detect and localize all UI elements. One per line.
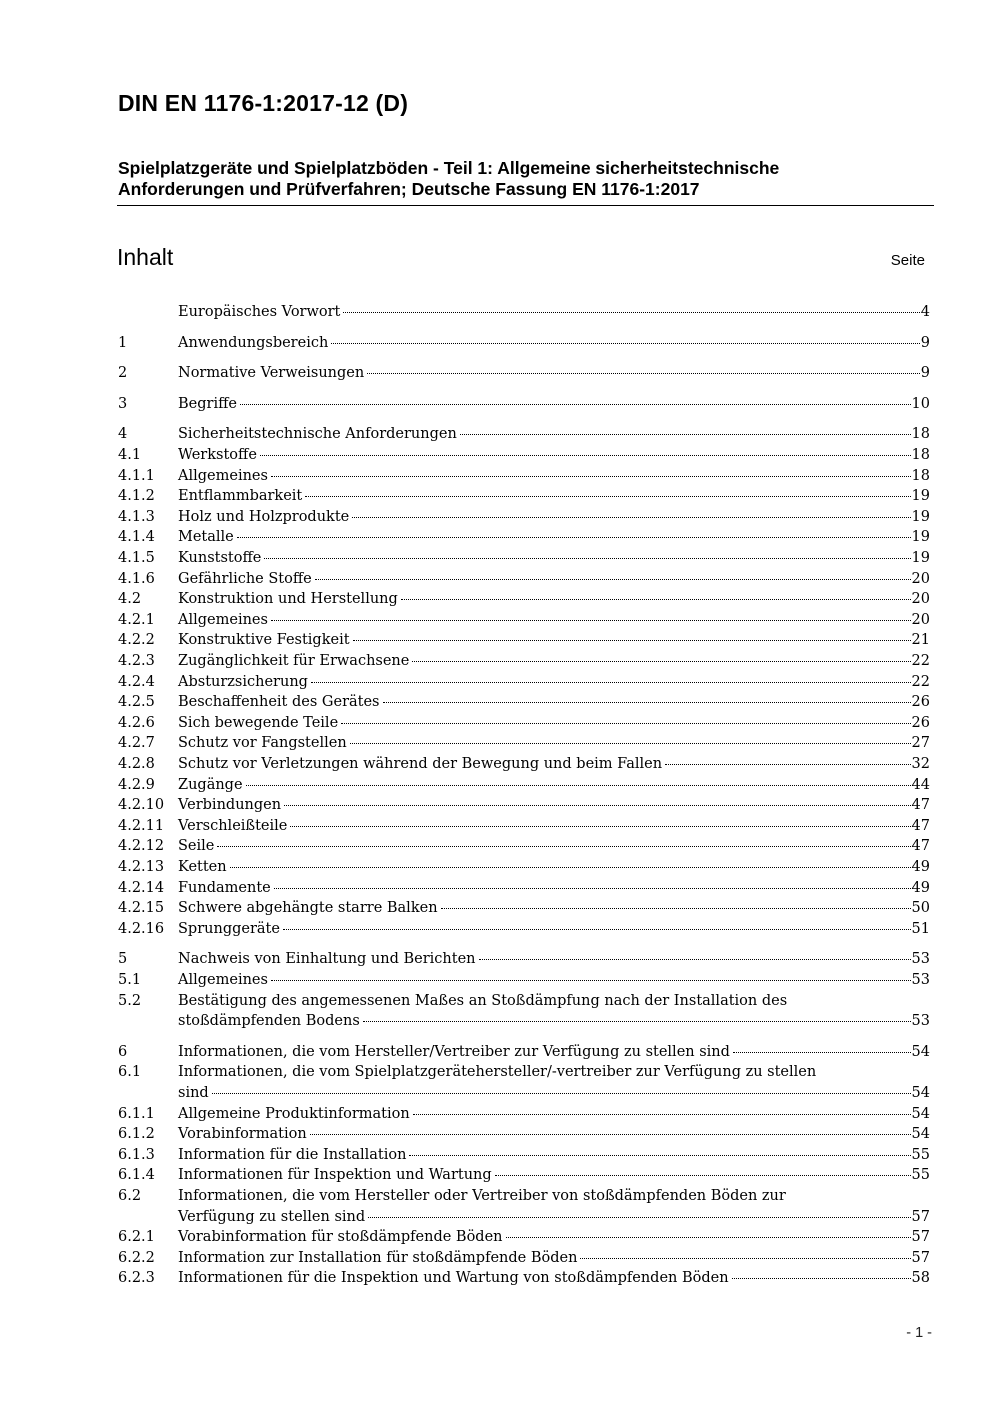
toc-entry-number: 4.2.1 xyxy=(118,611,155,628)
toc-entry[interactable] xyxy=(118,754,930,775)
toc-entry-number: 6.1.3 xyxy=(118,1146,155,1163)
toc-dot-leader xyxy=(271,620,911,621)
toc-entry-page: 26 xyxy=(911,694,930,711)
toc-entry-page: 54 xyxy=(911,1043,930,1060)
toc-entry-number: 5.1 xyxy=(118,972,142,988)
toc-entry-number: 4.1.3 xyxy=(118,508,155,525)
toc-entry[interactable] xyxy=(118,589,930,610)
toc-entry-page: 26 xyxy=(911,714,930,731)
toc-entry-page: 18 xyxy=(911,467,930,484)
toc-entry-number: 4.2.8 xyxy=(118,756,155,772)
toc-entry-title: stoßdämpfenden Bodens xyxy=(178,1013,360,1030)
toc-entry-page: 22 xyxy=(911,673,930,690)
toc-entry[interactable] xyxy=(118,466,930,487)
toc-entry-page: 54 xyxy=(911,1084,930,1101)
toc-entry-number: 4.2.9 xyxy=(118,776,155,793)
toc-entry-title: Holz und Holzprodukte xyxy=(178,508,350,525)
toc-entry-number: 5 xyxy=(118,951,128,968)
toc-dot-leader xyxy=(733,1052,911,1053)
toc-entry-page: 55 xyxy=(911,1146,930,1163)
toc-entry-title: Vorabinformation für stoßdämpfende Böden xyxy=(178,1229,503,1246)
toc-entry-title: Ketten xyxy=(178,859,227,875)
toc-entry-page: 55 xyxy=(911,1167,930,1184)
toc-entry-number: 4 xyxy=(118,426,128,443)
toc-entry[interactable] xyxy=(118,507,930,528)
toc-dot-leader xyxy=(350,743,911,744)
toc-entry[interactable] xyxy=(118,569,930,590)
toc-dot-leader xyxy=(217,846,910,847)
toc-entry[interactable] xyxy=(118,1186,930,1227)
toc-dot-leader xyxy=(495,1175,911,1176)
toc-entry-page: 57 xyxy=(911,1208,930,1225)
toc-entry-number: 4.1.1 xyxy=(118,467,155,484)
toc-entry-number: 5.2 xyxy=(118,992,142,1009)
toc-dot-leader xyxy=(305,496,910,497)
toc-dot-leader xyxy=(401,599,911,600)
toc-dot-leader xyxy=(331,343,919,344)
toc-entry-page: 20 xyxy=(911,611,930,628)
toc-entry-title: Normative Verweisungen xyxy=(178,365,365,382)
toc-entry-title: Sprunggeräte xyxy=(178,920,280,937)
toc-dot-leader xyxy=(353,640,911,641)
toc-entry-number: 4.1.5 xyxy=(118,550,155,566)
toc-entry[interactable] xyxy=(118,878,930,899)
toc-entry[interactable] xyxy=(118,445,930,466)
toc-entry-title: Absturzsicherung xyxy=(178,673,308,690)
toc-entry-title: Anwendungsbereich xyxy=(178,334,329,351)
toc-entry-page: 54 xyxy=(911,1105,930,1122)
toc-dot-leader xyxy=(460,434,911,435)
toc-dot-leader xyxy=(290,826,910,827)
toc-entry-title: Beschaffenheit des Gerätes xyxy=(178,694,380,711)
toc-entry[interactable] xyxy=(118,836,930,857)
toc-entry-title: Kunststoffe xyxy=(178,550,262,566)
toc-entry-title: Metalle xyxy=(178,529,234,546)
toc-entry-title: Schutz vor Verletzungen während der Bewegung und beim Fallen xyxy=(178,756,663,772)
toc-entry-page: 9 xyxy=(920,365,930,382)
toc-entry-page: 57 xyxy=(911,1229,930,1246)
toc-entry-number: 4.1.4 xyxy=(118,529,155,546)
toc-entry[interactable] xyxy=(118,733,930,754)
toc-dot-leader xyxy=(732,1278,911,1279)
toc-entry-page: 20 xyxy=(911,570,930,587)
toc-entry[interactable] xyxy=(118,302,930,323)
document-subtitle xyxy=(118,158,934,200)
toc-entry-number: 4.2.3 xyxy=(118,653,155,669)
toc-entry-page: 49 xyxy=(911,879,930,896)
toc-entry-number: 4.1 xyxy=(118,447,142,463)
toc-heading: Inhalt xyxy=(117,244,174,270)
toc-entry[interactable] xyxy=(118,692,930,713)
toc-entry-number: 6.2.2 xyxy=(118,1249,155,1266)
toc-entry-number: 1 xyxy=(118,334,128,351)
toc-dot-leader xyxy=(409,1155,910,1156)
toc-entry-number: 4.2.13 xyxy=(118,859,165,875)
toc-entry-page: 19 xyxy=(911,488,930,505)
toc-dot-leader xyxy=(315,579,911,580)
toc-entry-title: Europäisches Vorwort xyxy=(178,304,341,320)
toc-entry-number: 4.2.10 xyxy=(118,797,165,814)
toc-entry-page: 32 xyxy=(911,756,930,772)
toc-dot-leader xyxy=(413,1114,911,1115)
toc-entry[interactable] xyxy=(118,1268,930,1289)
toc-entry-number: 6.1.1 xyxy=(118,1105,155,1122)
toc-dot-leader xyxy=(271,980,911,981)
toc-entry-page: 22 xyxy=(911,653,930,669)
toc-entry-title: Werkstoffe xyxy=(178,447,257,463)
subtitle-line-2: Anforderungen und Prüfverfahren; Deutsche Fassung EN 1176-1:2017 xyxy=(118,179,700,199)
toc-entry-number: 4.1.2 xyxy=(118,488,155,505)
toc-entry-title: Fundamente xyxy=(178,879,271,896)
toc-entry[interactable] xyxy=(118,1062,930,1103)
toc-dot-leader xyxy=(341,723,910,724)
toc-entry[interactable] xyxy=(118,527,930,548)
document-title: DIN EN 1176-1:2017-12 (D) xyxy=(118,90,409,116)
toc-dot-leader xyxy=(441,908,911,909)
toc-entry-title: Seile xyxy=(178,838,215,855)
toc-entry-number: 6.2.3 xyxy=(118,1270,155,1287)
toc-entry-number: 4.2 xyxy=(118,591,142,608)
toc-entry-number: 4.1.6 xyxy=(118,570,155,587)
toc-entry[interactable] xyxy=(118,1227,930,1248)
toc-entry[interactable] xyxy=(118,970,930,991)
toc-entry-number: 4.2.11 xyxy=(118,817,165,834)
toc-entry[interactable] xyxy=(118,672,930,693)
toc-entry-page: 4 xyxy=(920,304,930,320)
toc-entry-title: Informationen für die Inspektion und Wartung von stoßdämpfenden Böden xyxy=(178,1270,729,1287)
toc-entry-title: Informationen, die vom Hersteller/Vertreiber zur Verfügung zu stellen sind xyxy=(178,1043,730,1060)
toc-entry[interactable] xyxy=(118,651,930,672)
toc-entry-title: Allgemeines xyxy=(178,972,268,988)
toc-entry[interactable] xyxy=(118,333,930,354)
toc-entry-number: 6.1.4 xyxy=(118,1167,155,1184)
toc-entry[interactable] xyxy=(118,1145,930,1166)
toc-entry-page: 18 xyxy=(911,447,930,463)
toc-entry-title: Schwere abgehängte starre Balken xyxy=(178,900,438,917)
toc-entry-number: 6.1 xyxy=(118,1064,142,1081)
toc-dot-leader xyxy=(665,764,910,765)
toc-entry[interactable] xyxy=(118,1248,930,1269)
toc-entry-title: Begriffe xyxy=(178,395,237,412)
toc-entry-number: 6.2.1 xyxy=(118,1229,155,1246)
toc-entry[interactable] xyxy=(118,795,930,816)
toc-dot-leader xyxy=(212,1093,911,1094)
toc-entry-page: 19 xyxy=(911,550,930,566)
toc-dot-leader xyxy=(343,312,919,313)
toc-entry-page: 21 xyxy=(911,632,930,649)
toc-entry-title: Gefährliche Stoffe xyxy=(178,570,312,587)
toc-entry-number: 4.2.4 xyxy=(118,673,155,690)
toc-entry-title: Information für die Installation xyxy=(178,1146,407,1163)
toc-entry[interactable] xyxy=(118,1124,930,1145)
toc-dot-leader xyxy=(246,785,911,786)
toc-entry-title: Informationen, die vom Hersteller oder Vertreiber von stoßdämpfenden Böden zur xyxy=(178,1188,786,1204)
toc-entry-title: Vorabinformation xyxy=(178,1126,307,1143)
toc-entry-number: 2 xyxy=(118,365,128,382)
toc-entry-number: 4.2.6 xyxy=(118,714,155,731)
toc-entry-number: 6 xyxy=(118,1043,128,1060)
page-number: - 1 - xyxy=(906,1325,932,1341)
toc-entry-page: 47 xyxy=(911,817,930,834)
toc-entry[interactable] xyxy=(118,548,930,569)
toc-entry-title: Schutz vor Fangstellen xyxy=(178,735,347,752)
toc-entry-number: 6.2 xyxy=(118,1188,142,1204)
toc-entry-title: Informationen, die vom Spielplatzgerätehersteller/-vertreiber zur Verfügung zu stellen xyxy=(178,1064,817,1081)
toc-dot-leader xyxy=(274,888,911,889)
toc-dot-leader xyxy=(240,404,911,405)
toc-entry-number: 4.2.5 xyxy=(118,694,155,711)
toc-entry-title: Allgemeines xyxy=(178,611,268,628)
toc-entry-page: 10 xyxy=(911,395,930,412)
toc-dot-leader xyxy=(412,661,910,662)
toc-entry-title: Verbindungen xyxy=(178,797,282,814)
toc-entry-page: 9 xyxy=(920,334,930,351)
toc-entry[interactable] xyxy=(118,775,930,796)
toc-dot-leader xyxy=(260,455,911,456)
toc-entry-number: 6.1.2 xyxy=(118,1126,155,1143)
toc-entry[interactable] xyxy=(118,991,930,1032)
toc-entry-number: 4.2.16 xyxy=(118,920,165,937)
toc-dot-leader xyxy=(352,517,910,518)
toc-entry-number: 3 xyxy=(118,395,128,412)
toc-entry-page: 20 xyxy=(911,591,930,608)
toc-entry-page: 27 xyxy=(911,735,930,752)
toc-entry-page: 51 xyxy=(911,920,930,937)
toc-entry-title: Sich bewegende Teile xyxy=(178,714,339,731)
toc-entry-page: 57 xyxy=(911,1249,930,1266)
toc-entry-title: Information zur Installation für stoßdämpfende Böden xyxy=(178,1249,578,1266)
toc-dot-leader xyxy=(264,558,910,559)
toc-entry[interactable] xyxy=(118,1104,930,1125)
toc-entry-page: 44 xyxy=(911,776,930,793)
toc-dot-leader xyxy=(230,867,911,868)
toc-entry-page: 18 xyxy=(911,426,930,443)
toc-entry[interactable] xyxy=(118,363,930,384)
toc-entry-number: 4.2.14 xyxy=(118,879,165,896)
toc-entry[interactable] xyxy=(118,610,930,631)
toc-entry-title: Entflammbarkeit xyxy=(178,488,303,505)
toc-entry-number: 4.2.15 xyxy=(118,900,165,917)
toc-entry-page: 49 xyxy=(911,859,930,875)
toc-entry[interactable] xyxy=(118,1042,930,1063)
toc-entry-title: Verfügung zu stellen sind xyxy=(178,1208,366,1225)
toc-entry-page: 53 xyxy=(911,951,930,968)
toc-entry[interactable] xyxy=(118,1165,930,1186)
page-column-label: Seite xyxy=(890,252,925,269)
toc-entry[interactable] xyxy=(118,949,930,970)
toc-dot-leader xyxy=(271,476,911,477)
toc-dot-leader xyxy=(368,1217,910,1218)
toc-entry[interactable] xyxy=(118,394,930,415)
toc-entry-page: 53 xyxy=(911,1013,930,1030)
toc-entry-page: 54 xyxy=(911,1126,930,1143)
toc-entry[interactable] xyxy=(118,630,930,651)
toc-entry-title: Konstruktion und Herstellung xyxy=(178,591,398,608)
toc-entry-title: Zugänglichkeit für Erwachsene xyxy=(178,653,410,669)
toc-entry-page: 58 xyxy=(911,1270,930,1287)
toc-dot-leader xyxy=(363,1021,911,1022)
toc-entry-page: 50 xyxy=(911,900,930,917)
toc-entry-title: Konstruktive Festigkeit xyxy=(178,632,350,649)
toc-entry-page: 19 xyxy=(911,529,930,546)
toc-entry-number: 4.2.7 xyxy=(118,735,155,752)
toc-dot-leader xyxy=(506,1237,911,1238)
toc-entry[interactable] xyxy=(118,424,930,445)
toc-entry[interactable] xyxy=(118,898,930,919)
toc-dot-leader xyxy=(479,959,911,960)
toc-entry[interactable] xyxy=(118,919,930,940)
toc-entry-title: Nachweis von Einhaltung und Berichten xyxy=(178,951,476,968)
title-divider xyxy=(117,205,934,206)
toc-entry-title: Informationen für Inspektion und Wartung xyxy=(178,1167,492,1184)
toc-entry-page: 47 xyxy=(911,797,930,814)
toc-dot-leader xyxy=(284,805,910,806)
toc-dot-leader xyxy=(283,929,911,930)
toc-entry-title: Verschleißteile xyxy=(178,817,288,834)
toc-entry[interactable] xyxy=(118,713,930,734)
toc-entry-page: 19 xyxy=(911,508,930,525)
toc-entry-page: 53 xyxy=(911,972,930,988)
toc-entry-number: 4.2.2 xyxy=(118,632,155,649)
toc-entry-title: Sicherheitstechnische Anforderungen xyxy=(178,426,457,443)
toc-entry[interactable] xyxy=(118,816,930,837)
toc-entry-title: Bestätigung des angemessenen Maßes an Stoßdämpfung nach der Installation des xyxy=(178,992,788,1009)
toc-entry-number: 4.2.12 xyxy=(118,838,165,855)
toc-entry[interactable] xyxy=(118,857,930,878)
subtitle-line-1: Spielplatzgeräte und Spielplatzböden - Teil 1: Allgemeine sicherheitstechnische xyxy=(118,158,780,178)
toc-entry-title: Allgemeine Produktinformation xyxy=(178,1105,410,1122)
toc-dot-leader xyxy=(310,1134,911,1135)
toc-dot-leader xyxy=(311,682,911,683)
toc-dot-leader xyxy=(367,373,920,374)
toc-entry-title: sind xyxy=(178,1084,209,1101)
toc-entry-page: 47 xyxy=(911,838,930,855)
toc-dot-leader xyxy=(383,702,911,703)
toc-entry[interactable] xyxy=(118,486,930,507)
toc-dot-leader xyxy=(580,1258,910,1259)
toc-dot-leader xyxy=(237,537,911,538)
toc-entry-title: Zugänge xyxy=(178,776,243,793)
toc-entry-title: Allgemeines xyxy=(178,467,268,484)
